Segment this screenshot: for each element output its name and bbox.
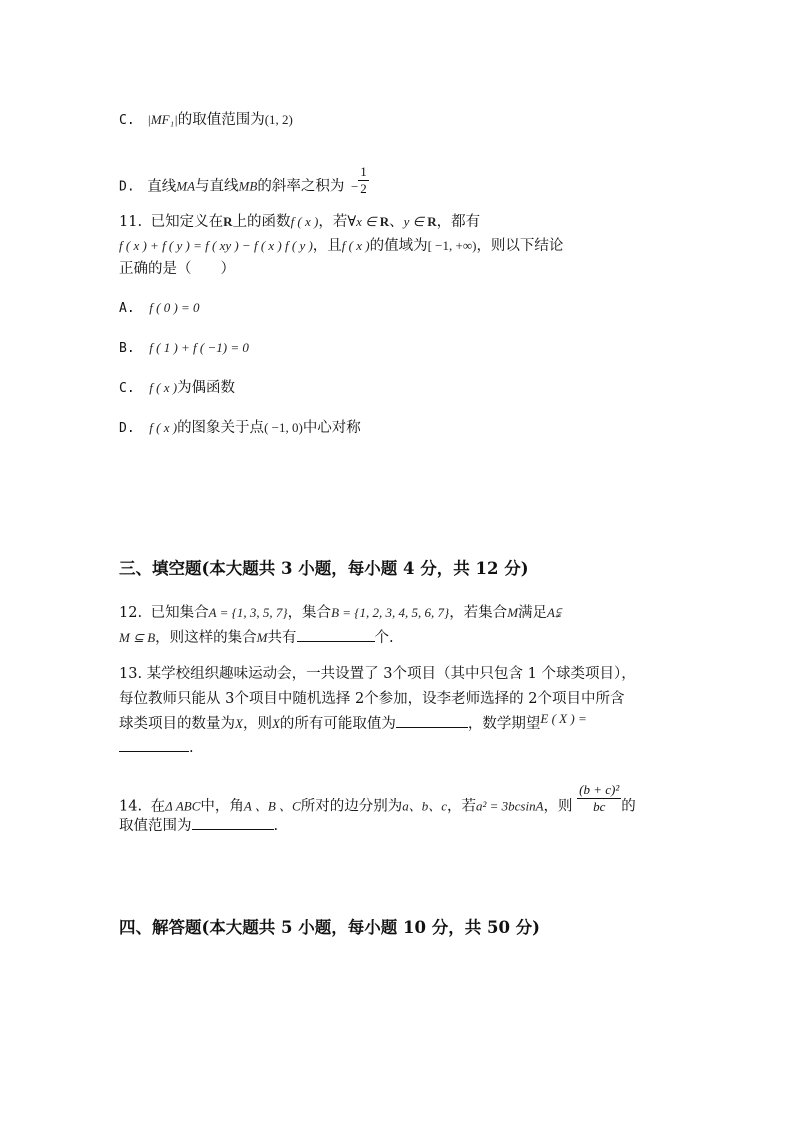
option-label: D.: [119, 179, 135, 195]
math-var: M: [256, 630, 268, 645]
math-var: X: [235, 716, 243, 731]
option-label: A.: [119, 301, 135, 316]
option-text: 中心对称: [302, 420, 361, 436]
fraction-numerator: 1: [360, 164, 367, 179]
option-label: B.: [119, 341, 135, 356]
math-expr: f ( x ): [149, 420, 178, 435]
question-text: ，若集合: [449, 605, 508, 621]
math-expr: A⫋: [547, 605, 561, 620]
question-text: 所对的边分别为: [300, 798, 403, 815]
math-expr: y ∈: [403, 214, 428, 229]
fraction-denominator: bc: [593, 799, 606, 814]
question-text: 上的函数: [232, 214, 291, 230]
option-label: C.: [119, 113, 135, 128]
question-text: ，且: [312, 238, 342, 254]
question-text: .: [189, 740, 194, 756]
question-text: ，则以下结论: [476, 238, 564, 254]
minus-sign: −: [350, 178, 359, 194]
section-4-heading: 四、解答题(本大题共 5 小题，每小题 10 分，共 50 分): [119, 918, 540, 937]
math-var: MB: [238, 178, 258, 194]
math-range: [ −1, +∞): [427, 238, 477, 253]
option-label: D.: [119, 421, 135, 436]
option-d-slope: [119, 164, 369, 203]
question-text: ，都有: [436, 214, 481, 230]
math-expr: f ( 1 ) + f ( −1) = 0: [149, 340, 249, 355]
fraction: [358, 164, 369, 197]
question-text: .: [273, 818, 279, 834]
math-var: M: [507, 605, 519, 620]
math-expr: (1, 2): [264, 112, 293, 127]
question-text: ，若: [446, 798, 476, 815]
question-number: 11.: [119, 214, 143, 230]
question-text: 、: [389, 214, 404, 230]
option-text: 直线: [147, 178, 177, 195]
q11-option-a: [119, 298, 200, 319]
math-set: R: [223, 214, 233, 229]
question-11-line-2: [119, 236, 563, 256]
question-text: 取值范围为: [119, 818, 192, 834]
question-text: ，则: [242, 716, 272, 732]
question-text: ，数学期望: [467, 716, 541, 732]
question-text: 的所有可能取值为: [279, 716, 396, 732]
math-expr: a² = 3bcsinA: [475, 798, 544, 814]
math-expr: f ( x ): [149, 380, 178, 395]
fraction-denominator: 2: [360, 181, 367, 196]
math-set: B = {1, 2, 3, 4, 5, 6, 7}: [331, 605, 450, 620]
math-var: X: [271, 716, 280, 731]
math-expr: Δ ABC: [165, 798, 201, 814]
question-14-line-2: [119, 815, 278, 836]
option-c-range: [119, 110, 293, 131]
question-text: 共有: [267, 630, 297, 646]
question-text: 已知定义在: [150, 214, 224, 230]
math-set: A = {1, 3, 5, 7}: [208, 605, 288, 620]
math-expr: x ∈: [356, 214, 380, 229]
question-number: 14.: [119, 798, 143, 815]
option-text: 的图象关于点: [177, 420, 265, 436]
question-text: ，则这样的集合: [155, 630, 257, 646]
answer-blank[interactable]: [396, 713, 468, 728]
question-11-line-3: [119, 259, 235, 279]
question-text: 已知集合: [150, 605, 209, 621]
question-text: ，则: [543, 798, 573, 815]
question-text: 满足: [518, 605, 548, 621]
option-text: 与直线: [195, 178, 239, 195]
question-13-line-3: [119, 713, 587, 734]
question-text: 的值域为: [369, 238, 428, 254]
question-13-line-2: 每位教师只能从 3个项目中随机选择 2个参加，设李老师选择的 2个项目中所含: [119, 691, 625, 707]
question-text: 中，角: [200, 798, 244, 815]
question-text: 球类项目的数量为: [119, 716, 235, 732]
question-text: ，若∀: [318, 214, 357, 230]
option-text: 的斜率之积为: [257, 178, 345, 195]
math-equation: f ( x ) + f ( y ) = f ( xy ) − f ( x ) f ( y ): [119, 238, 313, 253]
question-12-line-2: [119, 627, 394, 648]
fraction: [577, 782, 621, 815]
question-12-line-1: [119, 603, 561, 623]
q11-option-b: [119, 338, 249, 359]
math-expr: a、b、c: [402, 798, 447, 814]
math-expr: M ⊆ B: [119, 630, 156, 645]
question-11-line-1: [119, 212, 480, 232]
math-expr: f ( x ): [341, 238, 370, 253]
fraction-numerator: (b + c)²: [579, 782, 620, 797]
math-var: MA: [176, 178, 196, 194]
option-text: 为偶函数: [177, 380, 236, 396]
answer-blank[interactable]: [119, 737, 189, 752]
question-13-line-1: 13. 某学校组织趣味运动会，一共设置了 3个项目（其中只包含 1 个球类项目），: [119, 666, 636, 682]
question-13-line-4: [119, 737, 194, 758]
math-set: R: [427, 214, 437, 229]
question-text: 的: [621, 798, 636, 815]
math-expr: ( −1, 0): [264, 420, 303, 435]
question-text: 个.: [374, 630, 394, 646]
question-text: 正确的是（ ）: [119, 261, 235, 277]
q11-option-c: [119, 378, 235, 399]
math-expr: A 、B 、C: [243, 798, 301, 814]
question-text: ，集合: [287, 605, 332, 621]
q11-option-d: [119, 418, 361, 439]
question-number: 12.: [119, 605, 143, 621]
question-text: 在: [150, 798, 166, 815]
section-3-heading: 三、填空题(本大题共 3 小题，每小题 4 分，共 12 分): [119, 559, 529, 578]
math-expr: f ( 0 ) = 0: [149, 300, 200, 315]
option-label: C.: [119, 381, 135, 396]
math-expr: |MF₁|: [147, 112, 178, 127]
option-text: 的取值范围为: [177, 112, 265, 128]
math-set: R: [379, 214, 390, 229]
answer-blank[interactable]: [297, 627, 375, 642]
math-expr: E ( X ) =: [540, 711, 587, 726]
math-expr: f ( x ): [290, 214, 319, 229]
answer-blank[interactable]: [192, 815, 274, 830]
